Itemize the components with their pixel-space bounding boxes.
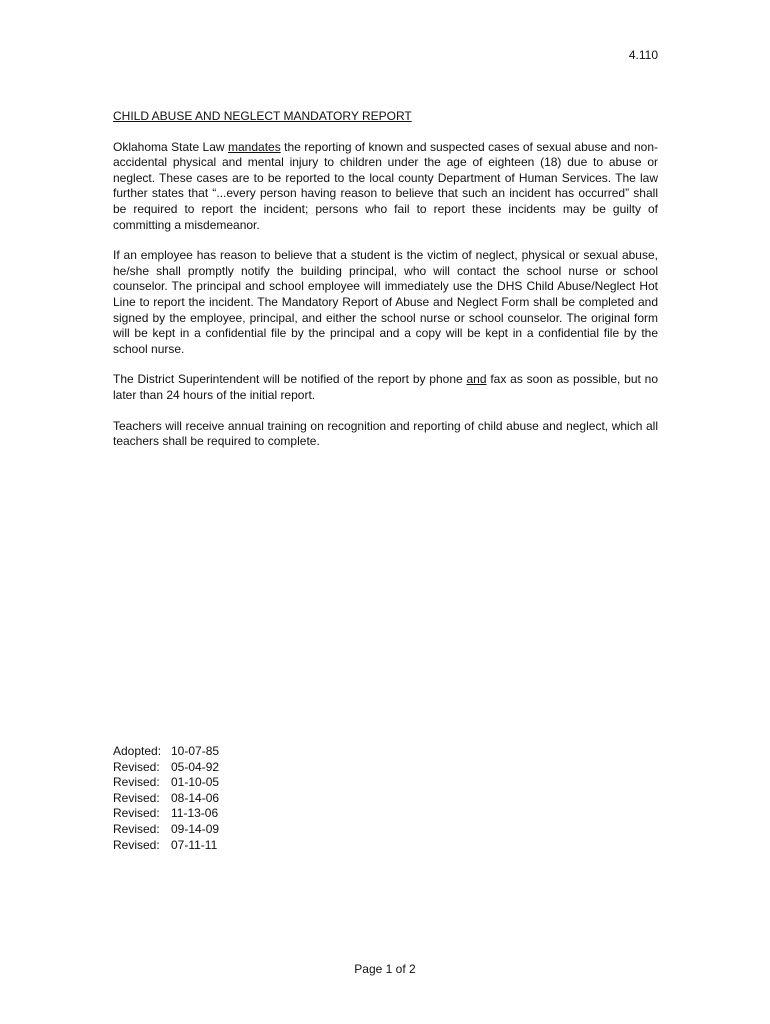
page-footer: Page 1 of 2: [354, 962, 416, 976]
underlined-word: and: [466, 372, 487, 387]
history-row: [113, 744, 219, 760]
history-date: 01-10-05: [171, 775, 220, 790]
document-title: CHILD ABUSE AND NEGLECT MANDATORY REPORT: [113, 109, 412, 123]
paragraph-text: The District Superintendent will be notified of the report by phone: [113, 372, 467, 387]
revision-history: [113, 744, 219, 853]
history-date: 11-13-06: [171, 806, 219, 821]
history-label: Revised:: [113, 837, 160, 852]
history-date: 10-07-85: [171, 744, 220, 758]
history-row: [113, 760, 219, 776]
underlined-word: mandates: [228, 139, 281, 154]
paragraph-employee-procedure: If an employee has reason to believe that a student is the victim of neglect, physical or sexual abuse, he/she shall promptly notify the building principal, who will contact the school nurse or school counselor. The principal and school employee will immediately use the DHS Child Abuse/Neglect Hot Line to report the incident. The Mandatory Report of Abuse and Neglect Form shall be completed and signed by the employee, principal, and either the school nurse or school counselor. The original form will be kept in a confidential file by the principal and a copy will be kept in a confidential file by the school nurse.: [113, 248, 658, 356]
history-label: Revised:: [113, 821, 160, 836]
history-date: 09-14-09: [171, 821, 220, 836]
history-label: Revised:: [113, 806, 160, 821]
paragraph-text: fax as soon as possible, but no later than 24 hours of the initial report.: [113, 372, 659, 402]
paragraph-teacher-training: Teachers will receive annual training on recognition and reporting of child abuse and neglect, which all teachers shall be required to complete.: [113, 418, 658, 449]
history-date: 07-11-11: [171, 837, 218, 852]
history-row: [113, 791, 219, 807]
paragraph-state-law: [113, 140, 658, 234]
paragraph-text: Oklahoma State Law: [113, 139, 228, 154]
history-row: [113, 806, 219, 822]
history-row: [113, 838, 219, 854]
history-label: Revised:: [113, 775, 160, 790]
document-body: [113, 109, 658, 465]
policy-number: 4.110: [628, 48, 658, 62]
paragraph-text: the reporting of known and suspected cases of sexual abuse and non-accidental physical and mental injury to children under the age of eighteen (18) due to abuse or neglect. These cases are to be reported to the local county Department of Human Services. The law further states that “...every person having reason to believe that such an incident has occurred” shall be required to report the incident; persons who fail to report these incidents may be guilty of committing a misdemeanor.: [113, 139, 659, 232]
history-date: 05-04-92: [171, 759, 220, 774]
paragraph-superintendent-notice: [113, 372, 658, 403]
history-date: 08-14-06: [171, 790, 220, 805]
history-row: [113, 775, 219, 791]
history-label: Adopted:: [113, 744, 162, 758]
history-label: Revised:: [113, 759, 160, 774]
history-row: [113, 822, 219, 838]
history-label: Revised:: [113, 790, 160, 805]
